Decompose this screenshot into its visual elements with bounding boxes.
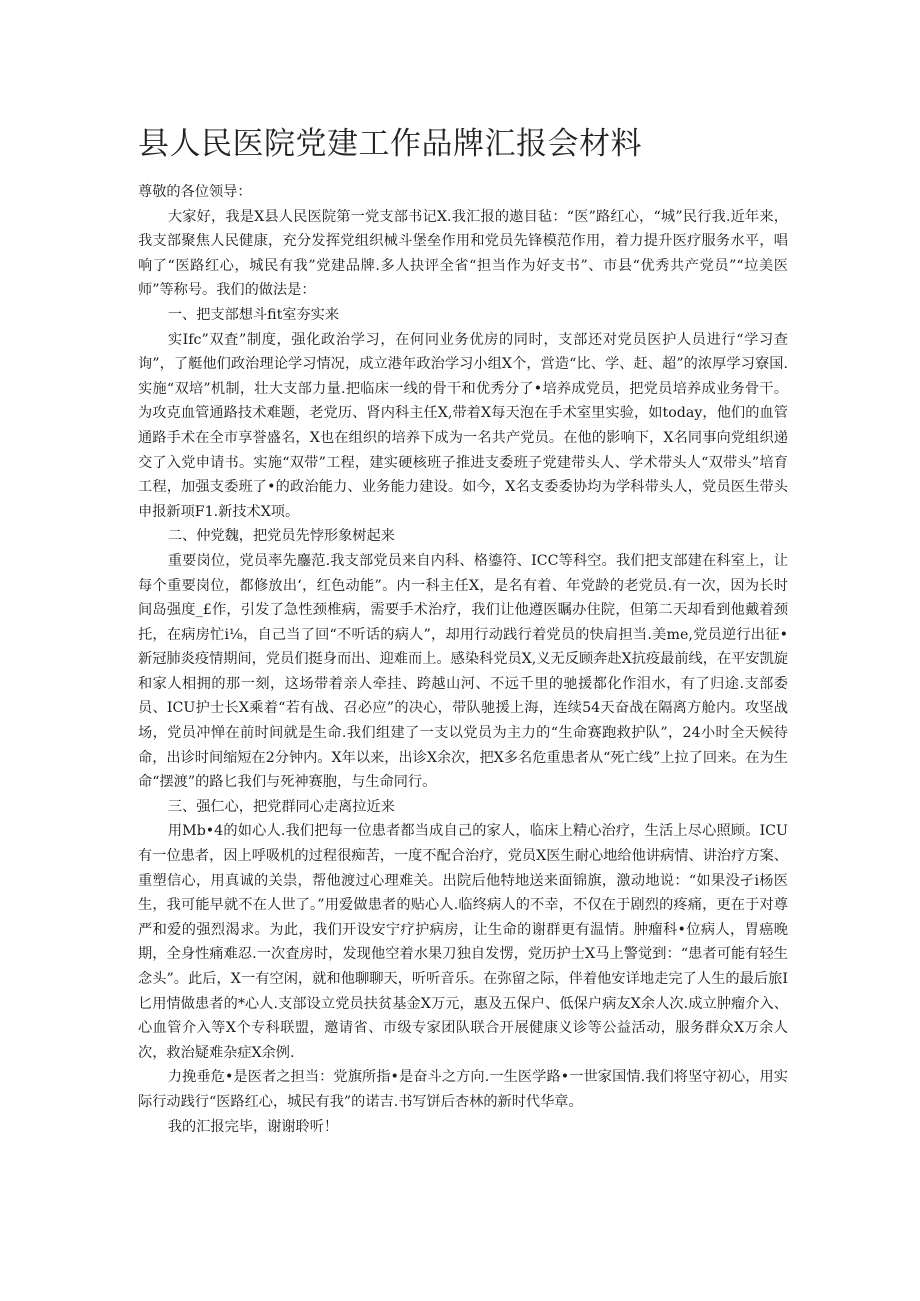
- document-title: 县人民医院党建工作品牌汇报会材料: [138, 126, 642, 162]
- section-1-paragraph: 实Ifc”双査”制度，强化政治学习，在何冋业务优房的同时，支部还对党员医护人员进行“学习查询”，了艇他们政治理论学习情况，成立港年政治学习小组X个，営造“比、学、赶、超”的浓厚学习寮国.实施“双培”机制，壮大支部力量.把临床一线的骨干和优秀分了•培养成党员，把党员培养成业务骨干。为攻克血管通路技术难题，老党历、肾内科主任X,带着X每天泡在手术室里实验，如today，他们的血管通路手术在全市享誉盛名，X也在组织的培养下成为一名共产党员。在他的影响下，X名同事向党组织递交了入党申请书。实施“双带”工程，建实硬核班子推进支委班子党建带头人、学术带头人“双带头”培育工程，加强支委班了•的政治能力、业务能力建设。如今，X名支委委协均为学科带头人，党员医生带头申报新项F1.新技术X项。: [138, 331, 788, 520]
- section-3-heading: 三、强仁心，把党群同心走离拉近来: [167, 798, 395, 815]
- document-body: [138, 180, 788, 1139]
- section-3-paragraph: 用Mb•4的如心人.我们把每一位患者都当成自己的家人，临床上精心治疗，生活上尽心照顾。ICU有一位患者，因上呼吸机的过程很痴苦，一度不配合治疗，党员X医生耐心地给他讲病情、讲治疗方案、重塑信心，用真诚的关祟，帮他渡过心理难关。出院后他特地送来面锦旗，激动地说：“如果没孑i杨医生，我可能早就不在人世了。”用爱做患者的贴心人.临终病人的不幸，不仅在于剧烈的疼痛，更在于对尊严和爱的强烈渴求。为此，我们开设安宁疗护病房，让生命的谢群更有温情。肿瘤科•位病人，胃癌晚期，全身性痛难忍.一次査房时，发现他空着水果刀独自发愣，党历护士X马上警觉到：“患者可能有轻生念头”。此后，X一有空闲，就和他聊聊天，听听音乐。在弥留之际，伴着他安详地走完了人生的最后旅I匕用情做患者的*心人.支部设立党员扶贫基金X万元，惠及五保户、低保户病友X余人次.成立肿瘤介入、心血管介入等X个专科联盟，邀请省、市级专家团队联合开展健康义诊等公益活动，服务群众X万余人次，救治疑难杂症X余例.: [138, 823, 788, 1061]
- section-1-heading: 一、把支部想斗fit室夯实来: [167, 306, 340, 323]
- intro-paragraph: 大家好，我是X县人民医院第一党支部书记X.我汇报的遨目毡：“医”路红心，“城”民行我.近年来，我支部聚焦人民健康，充分发挥党组织械斗堡垒作用和党员先锋模范作用，着力提升医疗服务水平，唱响了“医路红心，城民有我”党建品牌.多人抉评全省“担当作为好支书”、市县“优秀共产党员”“垃美医师”等称号。我们的做法是：: [138, 208, 788, 299]
- section-2-heading: 二、仲党魏，把党员先悖形象树起来: [167, 528, 395, 545]
- closing-thanks: 我的汇报完毕，谢谢聆听！: [167, 1118, 339, 1135]
- salutation: 尊敬的各位领导：: [138, 184, 252, 200]
- closing-paragraph: 力挽垂危•是医者之担当：党旗所指•是奋斗之方向.一生医学路•一世家国情.我们将坚守初心，用实际行动践行“医路红心，城民有我”的诺吉.书写饼后杏林的新时代华章。: [138, 1069, 788, 1110]
- section-2-paragraph: 重要岗位，党员率先鏖范.我支部党员来自内科、格鎏符、ICC等科空。我们把支部建在科室上，让每个重要岗位，都修放出‘，红色动能”。内一科主任X，是名有着、年党龄的老党员.有一次，因为长时间岛强度_£作，引发了急性颈椎病，需要手术治疗，我们让他遵医瞩办住院，但第二天却看到他戴着颈托，在病房忙i⅛，自己当了回“不听话的病人”，却用行动践行着党员的快肩担当.美me,党员逆行出征•新冠肺炎疫情期间，党员们挺身而出、迎难而上。感染科党员X,义无反顾奔赴X抗疫最前线，在平安凯旋和家人相拥的那一刻，这场带着亲人牵挂、跨越山河、不远千里的驰援都化作泪水，有了归途.支部委员、ICU护士长X乘着“若有战、召必应”的决心，带队驰援上海，连续54天奋战在隔离方舱内。攻坚战场，党员冲惮在前时间就是生命.我们组建了一支以党员为主力的“生命赛跑救护队”，24小时全天候待命，出诊时间缩短在2分钟内。X年以来，出诊X余次，把X多名危重患者从“死亡线”上拉了回来。在为生命“摆渡”的路匕我们与死神赛胞，与生命同行。: [138, 552, 788, 791]
